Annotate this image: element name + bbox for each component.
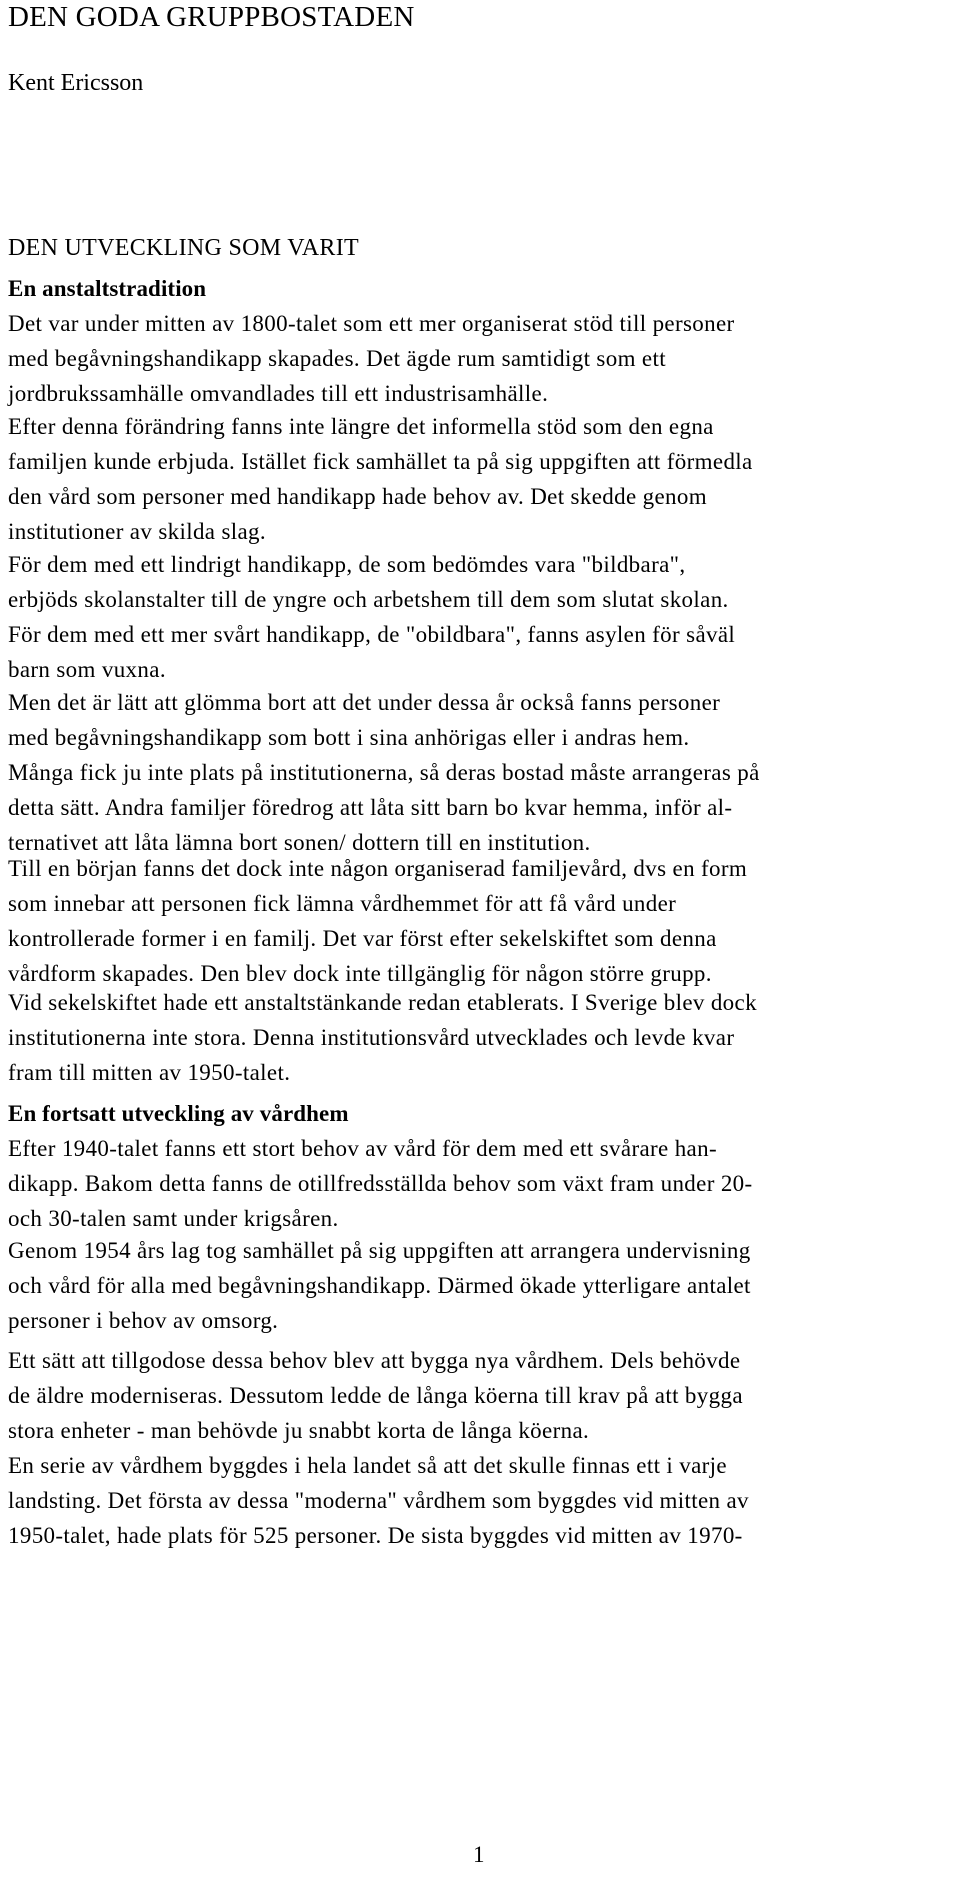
section-title: DEN UTVECKLING SOM VARIT	[8, 235, 359, 261]
text-line: institutionerna inte stora. Denna institutionsvård utvecklades och levde kvar	[8, 1025, 735, 1050]
text-line: personer i behov av omsorg.	[8, 1308, 279, 1333]
paragraph-anhoriga	[8, 685, 958, 860]
text-line: 1950-talet, hade plats för 525 personer. De sista byggdes vid mitten av 1970-	[8, 1523, 743, 1548]
text-line: Genom 1954 års lag tog samhället på sig uppgiften att arrangera undervisning	[8, 1238, 751, 1263]
text-line: En serie av vårdhem byggdes i hela landet så att det skulle finnas ett i varje	[8, 1453, 727, 1478]
text-line: ternativet att låta lämna bort sonen/ dottern till en institution.	[8, 830, 591, 855]
text-line: med begåvningshandikapp skapades. Det ägde rum samtidigt som ett	[8, 346, 666, 371]
text-line: jordbrukssamhälle omvandlades till ett industrisamhälle.	[8, 381, 549, 406]
subheading-anstaltstradition: En anstaltstradition	[8, 276, 207, 301]
paragraph-fortsatt-utveckling	[8, 1096, 958, 1236]
paragraph-nya-vardhem	[8, 1343, 958, 1553]
text-line: detta sätt. Andra familjer föredrog att låta sitt barn bo kvar hemma, inför al-	[8, 795, 733, 820]
text-line: fram till mitten av 1950-talet.	[8, 1060, 291, 1085]
paragraph-informella-stod	[8, 409, 958, 549]
text-line: Vid sekelskiftet hade ett anstaltstänkande redan etablerats. I Sverige blev dock	[8, 990, 757, 1015]
paragraph-1954-lag	[8, 1233, 958, 1338]
text-line: stora enheter - man behövde ju snabbt korta de långa köerna.	[8, 1418, 590, 1443]
text-line: Det var under mitten av 1800-talet som ett mer organiserat stöd till personer	[8, 311, 735, 336]
text-line: För dem med ett lindrigt handikapp, de som bedömdes vara "bildbara",	[8, 552, 686, 577]
text-line: Efter 1940-talet fanns ett stort behov av vård för dem med ett svårare han-	[8, 1136, 717, 1161]
text-line: Men det är lätt att glömma bort att det under dessa år också fanns personer	[8, 690, 721, 715]
document-title: DEN GODA GRUPPBOSTADEN	[8, 1, 415, 33]
paragraph-bildbara	[8, 547, 958, 687]
text-line: familjen kunde erbjuda. Istället fick samhället ta på sig uppgiften att förmedla	[8, 449, 753, 474]
page-number: 1	[473, 1842, 485, 1867]
text-line: som innebar att personen fick lämna vårdhemmet för att få vård under	[8, 891, 677, 916]
author-name: Kent Ericsson	[8, 70, 144, 96]
text-line: kontrollerade former i en familj. Det var först efter sekelskiftet som denna	[8, 926, 717, 951]
text-line: Ett sätt att tillgodose dessa behov blev att bygga nya vårdhem. Dels behövde	[8, 1348, 741, 1373]
text-line: vårdform skapades. Den blev dock inte tillgänglig för någon större grupp.	[8, 961, 712, 986]
paragraph-familjevard	[8, 851, 958, 991]
text-line: de äldre moderniseras. Dessutom ledde de långa köerna till krav på att bygga	[8, 1383, 743, 1408]
paragraph-anstaltstradition	[8, 271, 958, 411]
text-line: landsting. Det första av dessa "moderna" vårdhem som byggdes vid mitten av	[8, 1488, 749, 1513]
text-line: med begåvningshandikapp som bott i sina anhörigas eller i andras hem.	[8, 725, 690, 750]
text-line: och 30-talen samt under krigsåren.	[8, 1206, 339, 1231]
subheading-fortsatt-utveckling: En fortsatt utveckling av vårdhem	[8, 1101, 349, 1126]
text-line: dikapp. Bakom detta fanns de otillfredsställda behov som växt fram under 20-	[8, 1171, 753, 1196]
text-line: Efter denna förändring fanns inte längre det informella stöd som den egna	[8, 414, 714, 439]
paragraph-sekelskiftet	[8, 985, 958, 1090]
text-line: och vård för alla med begåvningshandikapp. Därmed ökade ytterligare antalet	[8, 1273, 751, 1298]
text-line: institutioner av skilda slag.	[8, 519, 267, 544]
text-line: Många fick ju inte plats på institutionerna, så deras bostad måste arrangeras på	[8, 760, 760, 785]
text-line: För dem med ett mer svårt handikapp, de "obildbara", fanns asylen för såväl	[8, 622, 736, 647]
text-line: den vård som personer med handikapp hade behov av. Det skedde genom	[8, 484, 707, 509]
text-line: erbjöds skolanstalter till de yngre och arbetshem till dem som slutat skolan.	[8, 587, 729, 612]
text-line: barn som vuxna.	[8, 657, 166, 682]
text-line: Till en början fanns det dock inte någon organiserad familjevård, dvs en form	[8, 856, 748, 881]
